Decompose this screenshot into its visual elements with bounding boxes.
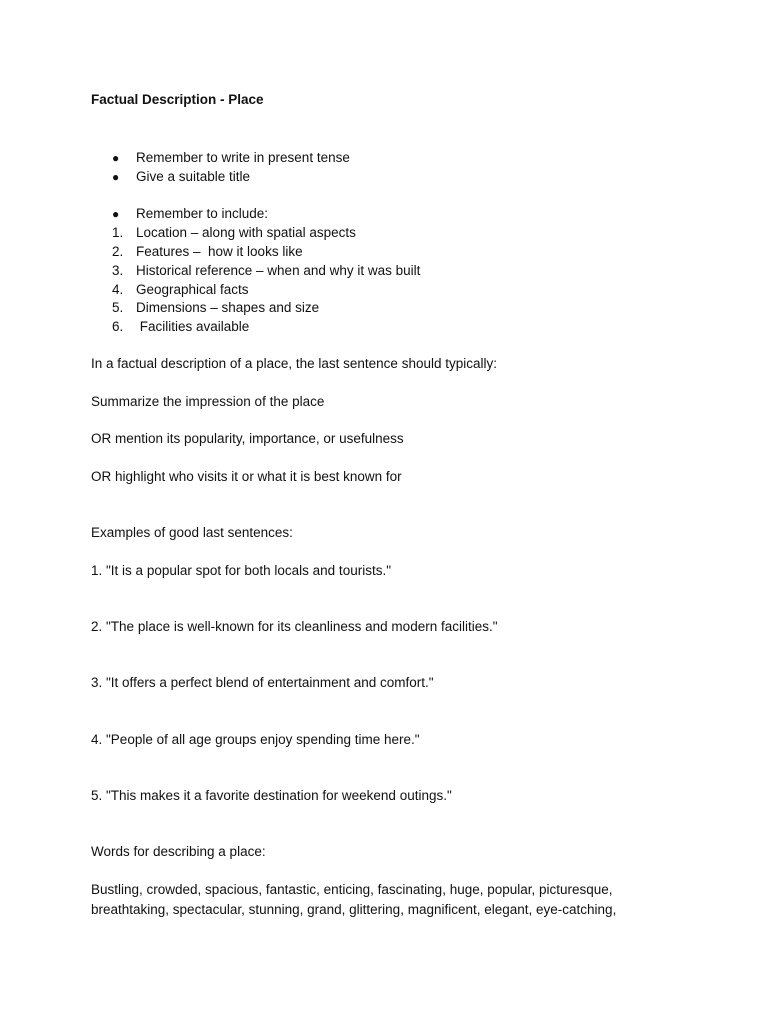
example-sentence: 1. "It is a popular spot for both locals and tourists." [91,563,391,578]
list-item-text: Remember to write in present tense [136,150,350,165]
paragraph: OR mention its popularity, importance, or usefulness [91,431,404,446]
numbered-item [112,243,303,261]
paragraph: Summarize the impression of the place [91,394,325,409]
paragraph: OR highlight who visits it or what it is best known for [91,469,402,484]
bullet-icon: ● [112,151,120,165]
numbered-item-text: Location – along with spatial aspects [136,225,356,240]
list-item [112,168,250,186]
numbered-item [112,262,420,280]
list-item-text: Give a suitable title [136,169,251,184]
document-title: Factual Description - Place [91,92,264,107]
numbered-item [112,224,356,242]
item-number: 3. [112,263,124,278]
numbered-item-text: Dimensions – shapes and size [136,300,320,315]
section-heading: Examples of good last sentences: [91,525,293,540]
example-sentence: 4. "People of all age groups enjoy spending time here." [91,732,420,747]
example-sentence: 3. "It offers a perfect blend of entertainment and comfort." [91,675,434,690]
item-number: 4. [112,282,124,297]
numbered-item [112,281,249,299]
bullet-icon: ● [112,207,120,221]
numbered-item-text: Geographical facts [136,282,249,297]
item-number: 2. [112,244,124,259]
word-list: Bustling, crowded, spacious, fantastic, enticing, fascinating, huge, popular, picturesque, breathtaking, spectacular, stunning, grand, glittering, magnificent, elegant, eye-catching, [91,882,617,917]
numbered-item-text: Facilities available [136,319,250,334]
numbered-item-text: Historical reference – when and why it was built [136,263,421,278]
example-sentence: 5. "This makes it a favorite destination for weekend outings." [91,788,452,803]
bullet-icon: ● [112,170,120,184]
section-heading: Words for describing a place: [91,844,266,859]
list-item [112,205,268,223]
item-number: 5. [112,300,124,315]
paragraph: In a factual description of a place, the last sentence should typically: [91,356,497,371]
list-item-text: Remember to include: [136,206,269,221]
numbered-item-text: Features – how it looks like [136,244,303,259]
item-number: 1. [112,225,124,240]
list-item [112,149,350,167]
example-sentence: 2. "The place is well-known for its cleanliness and modern facilities." [91,619,498,634]
numbered-item [112,299,319,317]
item-number: 6. [112,319,124,334]
numbered-item [112,318,249,336]
